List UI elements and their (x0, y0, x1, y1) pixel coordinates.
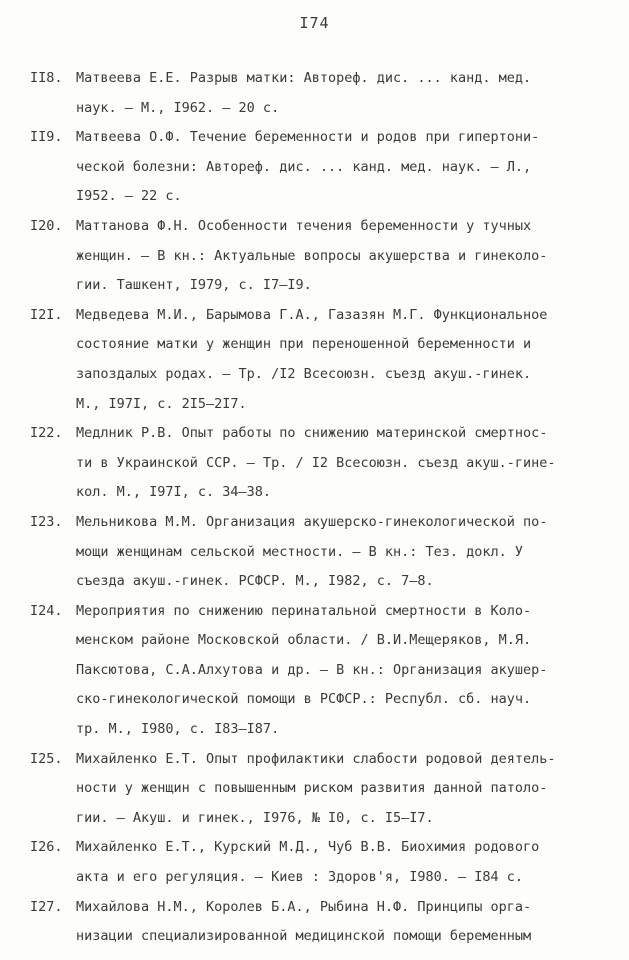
entry-line: Мельникова М.М. Организация акушерско-гинекологической по- (76, 513, 548, 530)
entry-line: гии. – Акуш. и гинек., I976, № I0, с. I5–I7. (76, 809, 434, 826)
entry-number: I26. (30, 839, 63, 856)
bibliography-entry (30, 597, 600, 745)
entry-line: Матвеева О.Ф. Течение беременности и родов при гипертони- (76, 129, 540, 146)
entry-line: акта и его регуляция. – Киев : Здоров'я, I980. – I84 с. (76, 869, 524, 886)
bibliography-entry (30, 419, 600, 508)
entry-line: менском районе Московской области. / В.И.Мещеряков, М.Я. (76, 632, 532, 649)
bibliography-entry (30, 745, 600, 834)
entry-text (76, 745, 600, 834)
entry-line: кол. М., I97I, с. 34–38. (76, 484, 272, 501)
entry-line: Медлник Р.В. Опыт работы по снижению материнской смертнос- (76, 425, 548, 442)
entry-line: Матвеева Е.Е. Разрыв матки: Автореф. дис. ... канд. мед. (76, 70, 532, 86)
entry-text (76, 212, 600, 301)
entry-line: ности у женщин с повышенным риском развития данной патоло- (76, 780, 548, 797)
entry-number: I27. (30, 898, 63, 915)
entry-line: состояние матки у женщин при переношенной беременности и (76, 336, 532, 353)
bibliography-entry (30, 833, 600, 892)
entry-text (76, 419, 600, 508)
entry-line: Медведева М.И., Барымова Г.А., Газазян М.Г. Функциональное (76, 306, 548, 323)
entry-line: съезда акуш.-гинек. РСФСР. М., I982, с. 7–8. (76, 573, 434, 590)
bibliography-entry (30, 123, 600, 212)
entry-line: М., I97I, с. 2I5–2I7. (76, 395, 247, 412)
entry-line: Паксютова, С.А.Алхутова и др. – В кн.: Организация акушер- (76, 661, 548, 678)
entry-number: II9. (30, 129, 63, 146)
entry-number: I25. (30, 750, 63, 767)
entry-line: гии. Ташкент, I979, с. I7–I9. (76, 277, 312, 294)
entry-line: ческой болезни: Автореф. дис. ... канд. мед. наук. – Л., (76, 158, 532, 175)
entry-line: женщин. – В кн.: Актуальные вопросы акушерства и гинеколо- (76, 247, 548, 264)
entry-line: тр. М., I980, с. I83–I87. (76, 721, 280, 738)
entry-text (76, 833, 600, 892)
entry-text (76, 123, 600, 212)
entry-text (76, 508, 600, 597)
bibliography-entry (30, 212, 600, 301)
entry-line: запоздалых родах. – Тр. /I2 Всесоюзн. съезд акуш.-гинек. (76, 365, 532, 382)
entry-text (76, 301, 600, 419)
entry-line: мощи женщинам сельской местности. – В кн.: Тез. докл. У (76, 543, 524, 560)
page-number: I74 (299, 14, 330, 32)
entry-line: наук. – М., I962. – 20 с. (76, 99, 280, 116)
entry-number: II8. (30, 70, 63, 86)
entry-line: ти в Украинской ССР. – Тр. / I2 Всесоюзн. съезд акуш.-гине- (76, 454, 556, 471)
bibliography-entry (30, 893, 600, 952)
entry-line: Михайлова Н.М., Королев Б.А., Рыбина Н.Ф. Принципы орга- (76, 898, 532, 915)
bibliography-entry (30, 301, 600, 419)
bibliography-entry (30, 508, 600, 597)
entry-line: Михайленко Е.Т. Опыт профилактики слабости родовой деятель- (76, 750, 556, 767)
entry-line: ско-гинекологической помощи в РСФСР.: Республ. сб. науч. (76, 691, 532, 708)
entry-line: Мероприятия по снижению перинатальной смертности в Коло- (76, 602, 532, 619)
entry-line: низации специализированной медицинской помощи беременным (76, 928, 532, 945)
entry-line: I952. – 22 с. (76, 188, 182, 205)
entry-number: I22. (30, 425, 63, 442)
entry-text (76, 893, 600, 952)
bibliography-list (30, 64, 600, 952)
entry-text (76, 597, 600, 745)
entry-line: Маттанова Ф.Н. Особенности течения беременности у тучных (76, 217, 532, 234)
entry-text (76, 64, 600, 123)
entry-number: I24. (30, 602, 63, 619)
entry-line: Михайленко Е.Т., Курский М.Д., Чуб В.В. Биохимия родового (76, 839, 540, 856)
bibliography-entry (30, 64, 600, 123)
entry-number: I20. (30, 217, 63, 234)
entry-number: I2I. (30, 306, 63, 323)
entry-number: I23. (30, 513, 63, 530)
